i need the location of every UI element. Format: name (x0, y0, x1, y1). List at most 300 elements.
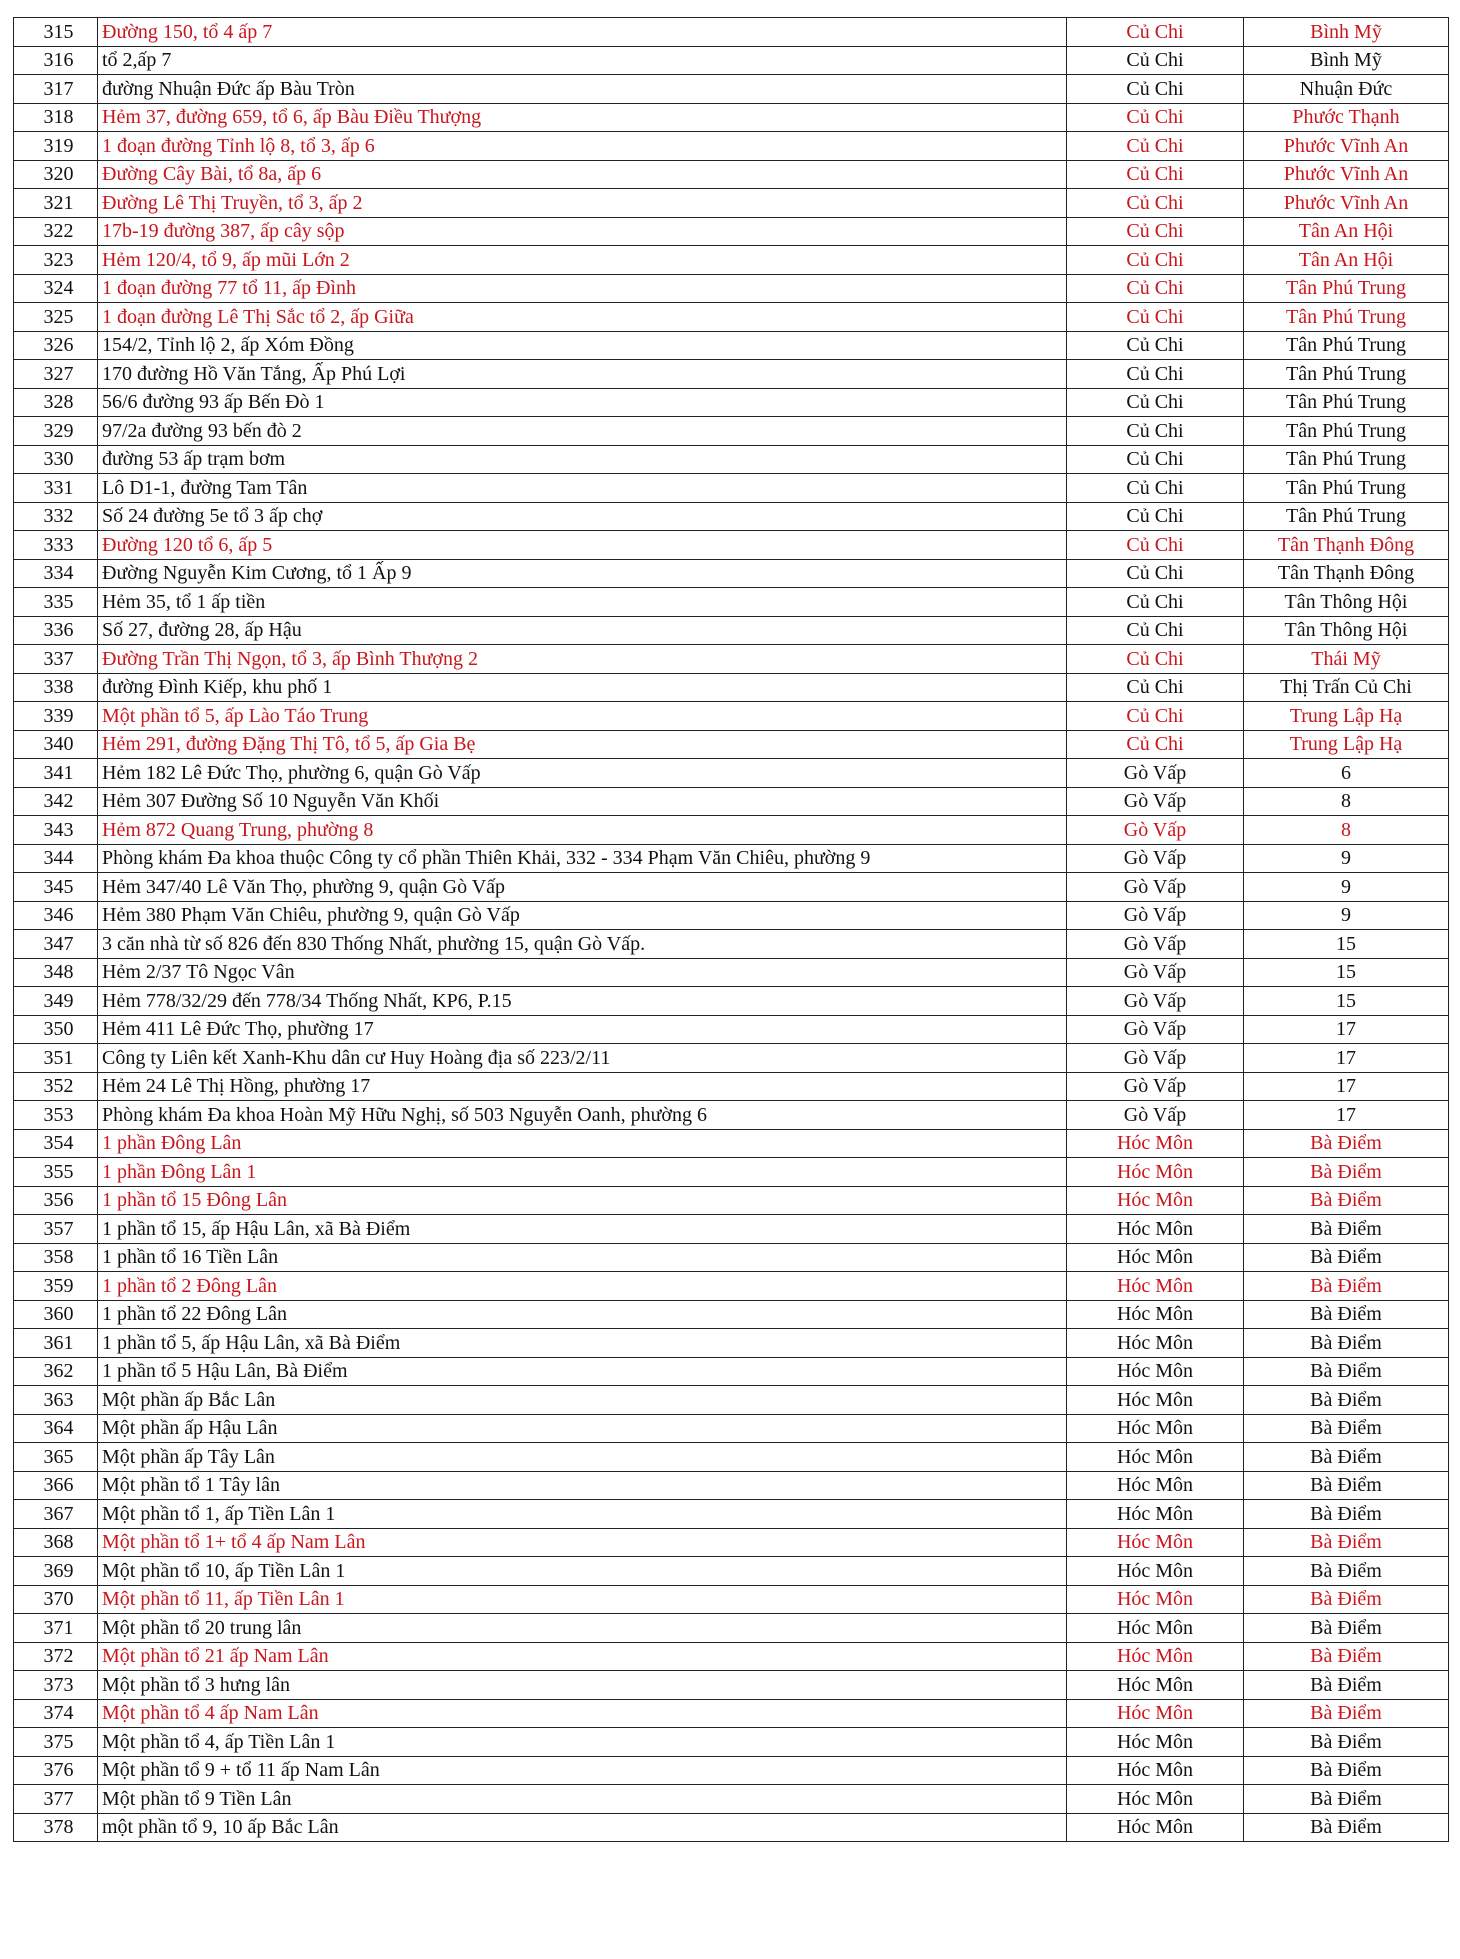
ward-cell: Bình Mỹ (1244, 18, 1449, 47)
ward-cell: Tân Phú Trung (1244, 388, 1449, 417)
address-cell: đường 53 ấp trạm bơm (98, 445, 1067, 474)
table-row (14, 816, 1449, 845)
row-number-cell: 341 (14, 759, 98, 788)
address-cell: Đường Trần Thị Ngọn, tổ 3, ấp Bình Thượng 2 (98, 645, 1067, 674)
table-row (14, 217, 1449, 246)
district-cell: Gò Vấp (1067, 987, 1244, 1016)
row-number-cell: 329 (14, 417, 98, 446)
ward-cell: 17 (1244, 1101, 1449, 1130)
address-cell: Hẻm 120/4, tổ 9, ấp mũi Lớn 2 (98, 246, 1067, 275)
address-cell: 1 phần tổ 15, ấp Hậu Lân, xã Bà Điểm (98, 1215, 1067, 1244)
ward-cell: Phước Vĩnh An (1244, 132, 1449, 161)
ward-cell: Bà Điểm (1244, 1785, 1449, 1814)
table-row (14, 1642, 1449, 1671)
table-row (14, 1699, 1449, 1728)
table-row (14, 531, 1449, 560)
ward-cell: 15 (1244, 930, 1449, 959)
row-number-cell: 346 (14, 901, 98, 930)
district-cell: Hóc Môn (1067, 1272, 1244, 1301)
lockdown-area-table (13, 17, 1449, 1842)
table-row (14, 730, 1449, 759)
district-cell: Hóc Môn (1067, 1756, 1244, 1785)
address-cell: Một phần tổ 4, ấp Tiền Lân 1 (98, 1728, 1067, 1757)
address-cell: Hẻm 24 Lê Thị Hồng, phường 17 (98, 1072, 1067, 1101)
district-cell: Hóc Môn (1067, 1357, 1244, 1386)
district-cell: Hóc Môn (1067, 1614, 1244, 1643)
address-cell: 154/2, Tỉnh lộ 2, ấp Xóm Đồng (98, 331, 1067, 360)
address-cell: Hẻm 182 Lê Đức Thọ, phường 6, quận Gò Vấp (98, 759, 1067, 788)
district-cell: Hóc Môn (1067, 1642, 1244, 1671)
ward-cell: Tân An Hội (1244, 246, 1449, 275)
ward-cell: Nhuận Đức (1244, 75, 1449, 104)
district-cell: Gò Vấp (1067, 873, 1244, 902)
ward-cell: Bà Điểm (1244, 1300, 1449, 1329)
address-cell: Hẻm 380 Phạm Văn Chiêu, phường 9, quận Gò Vấp (98, 901, 1067, 930)
address-cell: 97/2a đường 93 bến đò 2 (98, 417, 1067, 446)
row-number-cell: 358 (14, 1243, 98, 1272)
district-cell: Củ Chi (1067, 531, 1244, 560)
ward-cell: Bà Điểm (1244, 1528, 1449, 1557)
row-number-cell: 373 (14, 1671, 98, 1700)
table-row (14, 1443, 1449, 1472)
ward-cell: Trung Lập Hạ (1244, 702, 1449, 731)
table-row (14, 1243, 1449, 1272)
address-cell: 1 phần Đông Lân 1 (98, 1158, 1067, 1187)
address-cell: Một phần tổ 4 ấp Nam Lân (98, 1699, 1067, 1728)
row-number-cell: 357 (14, 1215, 98, 1244)
table-row (14, 616, 1449, 645)
address-cell: Một phần tổ 5, ấp Lào Táo Trung (98, 702, 1067, 731)
district-cell: Hóc Môn (1067, 1300, 1244, 1329)
table-row (14, 673, 1449, 702)
table-row (14, 930, 1449, 959)
district-cell: Củ Chi (1067, 75, 1244, 104)
ward-cell: Bà Điểm (1244, 1756, 1449, 1785)
district-cell: Hóc Môn (1067, 1386, 1244, 1415)
row-number-cell: 352 (14, 1072, 98, 1101)
table-row (14, 1414, 1449, 1443)
address-cell: Một phần tổ 11, ấp Tiền Lân 1 (98, 1585, 1067, 1614)
row-number-cell: 367 (14, 1500, 98, 1529)
ward-cell: 17 (1244, 1072, 1449, 1101)
row-number-cell: 377 (14, 1785, 98, 1814)
address-cell: 1 phần Đông Lân (98, 1129, 1067, 1158)
district-cell: Củ Chi (1067, 160, 1244, 189)
district-cell: Củ Chi (1067, 103, 1244, 132)
district-cell: Hóc Môn (1067, 1813, 1244, 1842)
address-cell: 1 phần tổ 16 Tiền Lân (98, 1243, 1067, 1272)
ward-cell: Thị Trấn Củ Chi (1244, 673, 1449, 702)
district-cell: Củ Chi (1067, 417, 1244, 446)
address-cell: Đường 120 tổ 6, ấp 5 (98, 531, 1067, 560)
ward-cell: Bà Điểm (1244, 1357, 1449, 1386)
ward-cell: Tân Phú Trung (1244, 502, 1449, 531)
address-cell: Một phần tổ 21 ấp Nam Lân (98, 1642, 1067, 1671)
table-row (14, 1728, 1449, 1757)
address-cell: Đường 150, tổ 4 ấp 7 (98, 18, 1067, 47)
table-row (14, 360, 1449, 389)
table-row (14, 1072, 1449, 1101)
address-cell: Đường Lê Thị Truyền, tổ 3, ấp 2 (98, 189, 1067, 218)
row-number-cell: 350 (14, 1015, 98, 1044)
address-cell: 56/6 đường 93 ấp Bến Đò 1 (98, 388, 1067, 417)
table-row (14, 18, 1449, 47)
table-row (14, 1272, 1449, 1301)
row-number-cell: 372 (14, 1642, 98, 1671)
district-cell: Củ Chi (1067, 502, 1244, 531)
address-cell: Hẻm 307 Đường Số 10 Nguyễn Văn Khối (98, 787, 1067, 816)
table-row (14, 132, 1449, 161)
address-cell: 1 đoạn đường Lê Thị Sắc tổ 2, ấp Giữa (98, 303, 1067, 332)
table-row (14, 1386, 1449, 1415)
table-row (14, 1756, 1449, 1785)
ward-cell: Tân Phú Trung (1244, 474, 1449, 503)
address-cell: Hẻm 347/40 Lê Văn Thọ, phường 9, quận Gò Vấp (98, 873, 1067, 902)
address-cell: Công ty Liên kết Xanh-Khu dân cư Huy Hoàng địa số 223/2/11 (98, 1044, 1067, 1073)
ward-cell: Tân Thạnh Đông (1244, 559, 1449, 588)
row-number-cell: 371 (14, 1614, 98, 1643)
table-row (14, 103, 1449, 132)
table-row (14, 1785, 1449, 1814)
address-cell: 3 căn nhà từ số 826 đến 830 Thống Nhất, phường 15, quận Gò Vấp. (98, 930, 1067, 959)
address-cell: Đường Cây Bài, tổ 8a, ấp 6 (98, 160, 1067, 189)
row-number-cell: 323 (14, 246, 98, 275)
district-cell: Hóc Môn (1067, 1329, 1244, 1358)
table-row (14, 901, 1449, 930)
ward-cell: Bà Điểm (1244, 1329, 1449, 1358)
table-row (14, 388, 1449, 417)
district-cell: Hóc Môn (1067, 1158, 1244, 1187)
table-row (14, 1585, 1449, 1614)
row-number-cell: 336 (14, 616, 98, 645)
address-cell: Một phần tổ 1 Tây lân (98, 1471, 1067, 1500)
table-row (14, 274, 1449, 303)
row-number-cell: 334 (14, 559, 98, 588)
address-cell: Một phần ấp Hậu Lân (98, 1414, 1067, 1443)
table-row (14, 246, 1449, 275)
district-cell: Củ Chi (1067, 331, 1244, 360)
table-row (14, 645, 1449, 674)
row-number-cell: 338 (14, 673, 98, 702)
row-number-cell: 349 (14, 987, 98, 1016)
district-cell: Củ Chi (1067, 645, 1244, 674)
district-cell: Củ Chi (1067, 46, 1244, 75)
ward-cell: 9 (1244, 844, 1449, 873)
table-row (14, 1300, 1449, 1329)
ward-cell: Bà Điểm (1244, 1471, 1449, 1500)
district-cell: Củ Chi (1067, 132, 1244, 161)
district-cell: Củ Chi (1067, 445, 1244, 474)
table-row (14, 474, 1449, 503)
ward-cell: Tân Thông Hội (1244, 588, 1449, 617)
row-number-cell: 374 (14, 1699, 98, 1728)
row-number-cell: 348 (14, 958, 98, 987)
row-number-cell: 375 (14, 1728, 98, 1757)
ward-cell: Bà Điểm (1244, 1614, 1449, 1643)
address-cell: Phòng khám Đa khoa thuộc Công ty cổ phần Thiên Khải, 332 - 334 Phạm Văn Chiêu, phường 9 (98, 844, 1067, 873)
row-number-cell: 316 (14, 46, 98, 75)
address-cell: Một phần tổ 9 Tiền Lân (98, 1785, 1067, 1814)
address-cell: Số 24 đường 5e tổ 3 ấp chợ (98, 502, 1067, 531)
table-row (14, 844, 1449, 873)
district-cell: Hóc Môn (1067, 1243, 1244, 1272)
table-row (14, 1044, 1449, 1073)
address-cell: Đường Nguyễn Kim Cương, tổ 1 Ấp 9 (98, 559, 1067, 588)
address-cell: 1 phần tổ 5, ấp Hậu Lân, xã Bà Điểm (98, 1329, 1067, 1358)
table-row (14, 1671, 1449, 1700)
district-cell: Hóc Môn (1067, 1699, 1244, 1728)
district-cell: Hóc Môn (1067, 1471, 1244, 1500)
address-cell: Phòng khám Đa khoa Hoàn Mỹ Hữu Nghị, số 503 Nguyễn Oanh, phường 6 (98, 1101, 1067, 1130)
row-number-cell: 324 (14, 274, 98, 303)
district-cell: Củ Chi (1067, 303, 1244, 332)
row-number-cell: 351 (14, 1044, 98, 1073)
table-row (14, 1813, 1449, 1842)
ward-cell: Bà Điểm (1244, 1443, 1449, 1472)
district-cell: Gò Vấp (1067, 1044, 1244, 1073)
district-cell: Củ Chi (1067, 189, 1244, 218)
ward-cell: Bà Điểm (1244, 1671, 1449, 1700)
table-row (14, 702, 1449, 731)
row-number-cell: 339 (14, 702, 98, 731)
table-row (14, 46, 1449, 75)
address-cell: Một phần tổ 20 trung lân (98, 1614, 1067, 1643)
row-number-cell: 363 (14, 1386, 98, 1415)
row-number-cell: 369 (14, 1557, 98, 1586)
table-row (14, 588, 1449, 617)
district-cell: Củ Chi (1067, 388, 1244, 417)
table-row (14, 1101, 1449, 1130)
row-number-cell: 327 (14, 360, 98, 389)
table-row (14, 1357, 1449, 1386)
district-cell: Hóc Môn (1067, 1186, 1244, 1215)
table-row (14, 417, 1449, 446)
ward-cell: Trung Lập Hạ (1244, 730, 1449, 759)
address-cell: Một phần tổ 3 hưng lân (98, 1671, 1067, 1700)
ward-cell: 8 (1244, 816, 1449, 845)
row-number-cell: 318 (14, 103, 98, 132)
district-cell: Củ Chi (1067, 474, 1244, 503)
district-cell: Gò Vấp (1067, 787, 1244, 816)
ward-cell: Bà Điểm (1244, 1215, 1449, 1244)
address-cell: Hẻm 872 Quang Trung, phường 8 (98, 816, 1067, 845)
address-cell: Hẻm 37, đường 659, tổ 6, ấp Bàu Điều Thượng (98, 103, 1067, 132)
district-cell: Củ Chi (1067, 673, 1244, 702)
table-row (14, 160, 1449, 189)
row-number-cell: 365 (14, 1443, 98, 1472)
row-number-cell: 337 (14, 645, 98, 674)
table-row (14, 189, 1449, 218)
row-number-cell: 325 (14, 303, 98, 332)
district-cell: Củ Chi (1067, 616, 1244, 645)
ward-cell: 9 (1244, 901, 1449, 930)
address-cell: Một phần tổ 1, ấp Tiền Lân 1 (98, 1500, 1067, 1529)
ward-cell: 8 (1244, 787, 1449, 816)
table-row (14, 445, 1449, 474)
table-row (14, 1215, 1449, 1244)
district-cell: Gò Vấp (1067, 901, 1244, 930)
address-cell: Số 27, đường 28, ấp Hậu (98, 616, 1067, 645)
district-cell: Hóc Môn (1067, 1528, 1244, 1557)
row-number-cell: 361 (14, 1329, 98, 1358)
table-row (14, 1614, 1449, 1643)
address-cell: 170 đường Hồ Văn Tắng, Ấp Phú Lợi (98, 360, 1067, 389)
row-number-cell: 366 (14, 1471, 98, 1500)
ward-cell: Phước Thạnh (1244, 103, 1449, 132)
table-row (14, 502, 1449, 531)
row-number-cell: 321 (14, 189, 98, 218)
row-number-cell: 370 (14, 1585, 98, 1614)
table-row (14, 303, 1449, 332)
table-row (14, 1015, 1449, 1044)
district-cell: Gò Vấp (1067, 759, 1244, 788)
row-number-cell: 342 (14, 787, 98, 816)
address-cell: Hẻm 2/37 Tô Ngọc Vân (98, 958, 1067, 987)
ward-cell: Bà Điểm (1244, 1813, 1449, 1842)
ward-cell: Bà Điểm (1244, 1500, 1449, 1529)
ward-cell: Tân Thạnh Đông (1244, 531, 1449, 560)
ward-cell: Bà Điểm (1244, 1585, 1449, 1614)
district-cell: Gò Vấp (1067, 1101, 1244, 1130)
row-number-cell: 376 (14, 1756, 98, 1785)
table-row (14, 1528, 1449, 1557)
address-cell: Hẻm 778/32/29 đến 778/34 Thống Nhất, KP6, P.15 (98, 987, 1067, 1016)
district-cell: Hóc Môn (1067, 1500, 1244, 1529)
district-cell: Hóc Môn (1067, 1443, 1244, 1472)
district-cell: Hóc Môn (1067, 1557, 1244, 1586)
address-cell: một phần tổ 9, 10 ấp Bắc Lân (98, 1813, 1067, 1842)
row-number-cell: 360 (14, 1300, 98, 1329)
ward-cell: Tân Phú Trung (1244, 445, 1449, 474)
district-cell: Củ Chi (1067, 18, 1244, 47)
ward-cell: 6 (1244, 759, 1449, 788)
row-number-cell: 320 (14, 160, 98, 189)
address-cell: Hẻm 411 Lê Đức Thọ, phường 17 (98, 1015, 1067, 1044)
address-cell: 1 phần tổ 15 Đông Lân (98, 1186, 1067, 1215)
table-row (14, 75, 1449, 104)
address-cell: đường Đình Kiếp, khu phố 1 (98, 673, 1067, 702)
address-cell: đường Nhuận Đức ấp Bàu Tròn (98, 75, 1067, 104)
address-cell: Một phần tổ 10, ấp Tiền Lân 1 (98, 1557, 1067, 1586)
row-number-cell: 368 (14, 1528, 98, 1557)
row-number-cell: 354 (14, 1129, 98, 1158)
row-number-cell: 345 (14, 873, 98, 902)
district-cell: Gò Vấp (1067, 1015, 1244, 1044)
district-cell: Hóc Môn (1067, 1585, 1244, 1614)
ward-cell: 15 (1244, 958, 1449, 987)
ward-cell: Bà Điểm (1244, 1728, 1449, 1757)
row-number-cell: 322 (14, 217, 98, 246)
address-cell: 1 đoạn đường 77 tổ 11, ấp Đình (98, 274, 1067, 303)
row-number-cell: 355 (14, 1158, 98, 1187)
address-cell: Một phần ấp Bắc Lân (98, 1386, 1067, 1415)
table-row (14, 873, 1449, 902)
district-cell: Củ Chi (1067, 702, 1244, 731)
district-cell: Hóc Môn (1067, 1414, 1244, 1443)
district-cell: Củ Chi (1067, 217, 1244, 246)
address-cell: 1 phần tổ 22 Đông Lân (98, 1300, 1067, 1329)
row-number-cell: 359 (14, 1272, 98, 1301)
address-cell: Hẻm 291, đường Đặng Thị Tô, tổ 5, ấp Gia Bẹ (98, 730, 1067, 759)
district-cell: Củ Chi (1067, 360, 1244, 389)
row-number-cell: 319 (14, 132, 98, 161)
district-cell: Gò Vấp (1067, 1072, 1244, 1101)
table-body (14, 18, 1449, 1842)
row-number-cell: 378 (14, 1813, 98, 1842)
district-cell: Củ Chi (1067, 274, 1244, 303)
ward-cell: Tân Phú Trung (1244, 331, 1449, 360)
address-cell: 17b-19 đường 387, ấp cây sộp (98, 217, 1067, 246)
address-cell: Hẻm 35, tổ 1 ấp tiền (98, 588, 1067, 617)
row-number-cell: 317 (14, 75, 98, 104)
ward-cell: Bà Điểm (1244, 1642, 1449, 1671)
row-number-cell: 344 (14, 844, 98, 873)
district-cell: Hóc Môn (1067, 1215, 1244, 1244)
address-cell: 1 phần tổ 5 Hậu Lân, Bà Điểm (98, 1357, 1067, 1386)
row-number-cell: 332 (14, 502, 98, 531)
row-number-cell: 362 (14, 1357, 98, 1386)
ward-cell: Bà Điểm (1244, 1129, 1449, 1158)
district-cell: Củ Chi (1067, 246, 1244, 275)
ward-cell: 17 (1244, 1044, 1449, 1073)
ward-cell: Bà Điểm (1244, 1699, 1449, 1728)
ward-cell: Tân An Hội (1244, 217, 1449, 246)
row-number-cell: 343 (14, 816, 98, 845)
address-cell: Lô D1-1, đường Tam Tân (98, 474, 1067, 503)
row-number-cell: 364 (14, 1414, 98, 1443)
ward-cell: Tân Phú Trung (1244, 417, 1449, 446)
table-row (14, 759, 1449, 788)
district-cell: Hóc Môn (1067, 1728, 1244, 1757)
district-cell: Hóc Môn (1067, 1129, 1244, 1158)
ward-cell: 15 (1244, 987, 1449, 1016)
table-row (14, 1129, 1449, 1158)
ward-cell: Bà Điểm (1244, 1414, 1449, 1443)
ward-cell: Tân Phú Trung (1244, 360, 1449, 389)
ward-cell: 9 (1244, 873, 1449, 902)
district-cell: Gò Vấp (1067, 930, 1244, 959)
ward-cell: Tân Thông Hội (1244, 616, 1449, 645)
district-cell: Củ Chi (1067, 588, 1244, 617)
address-cell: 1 phần tổ 2 Đông Lân (98, 1272, 1067, 1301)
address-cell: 1 đoạn đường Tỉnh lộ 8, tổ 3, ấp 6 (98, 132, 1067, 161)
row-number-cell: 356 (14, 1186, 98, 1215)
row-number-cell: 315 (14, 18, 98, 47)
district-cell: Gò Vấp (1067, 844, 1244, 873)
row-number-cell: 353 (14, 1101, 98, 1130)
row-number-cell: 331 (14, 474, 98, 503)
table-row (14, 331, 1449, 360)
table-row (14, 958, 1449, 987)
table-row (14, 1471, 1449, 1500)
row-number-cell: 347 (14, 930, 98, 959)
district-cell: Hóc Môn (1067, 1785, 1244, 1814)
row-number-cell: 333 (14, 531, 98, 560)
ward-cell: Bình Mỹ (1244, 46, 1449, 75)
table-row (14, 787, 1449, 816)
address-cell: tổ 2,ấp 7 (98, 46, 1067, 75)
table-row (14, 1158, 1449, 1187)
ward-cell: Tân Phú Trung (1244, 274, 1449, 303)
ward-cell: Tân Phú Trung (1244, 303, 1449, 332)
ward-cell: Phước Vĩnh An (1244, 189, 1449, 218)
ward-cell: Bà Điểm (1244, 1186, 1449, 1215)
ward-cell: Thái Mỹ (1244, 645, 1449, 674)
ward-cell: Bà Điểm (1244, 1557, 1449, 1586)
table-row (14, 559, 1449, 588)
row-number-cell: 340 (14, 730, 98, 759)
table-row (14, 1557, 1449, 1586)
